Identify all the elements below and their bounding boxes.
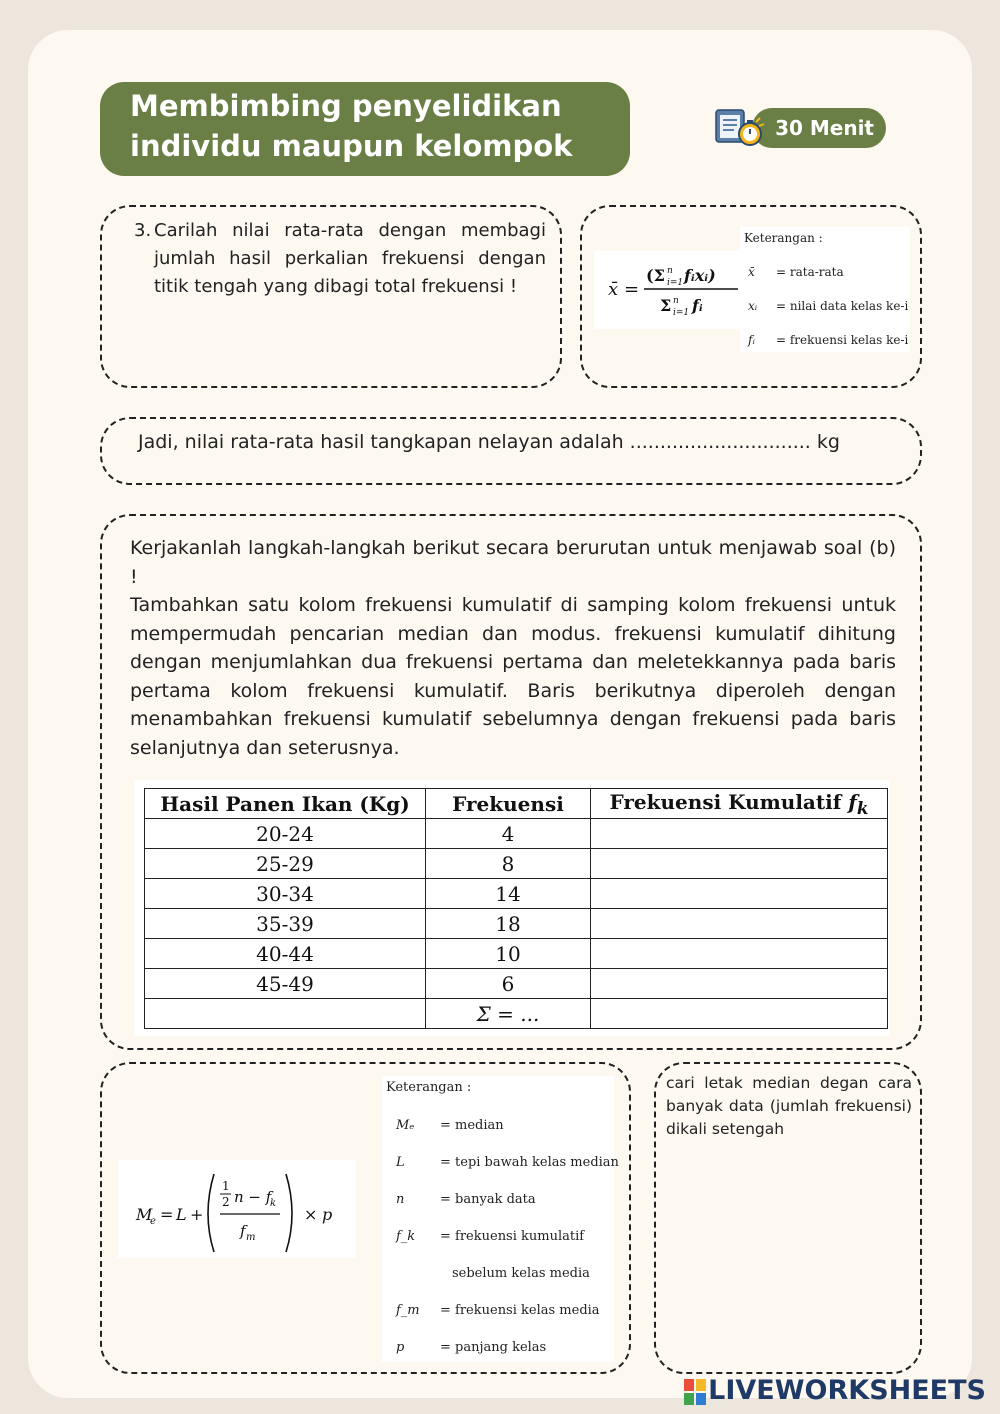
legend-row: xᵢ = nilai data kelas ke-i	[748, 299, 909, 313]
svg-text:=: =	[624, 279, 640, 300]
conclusion-box	[100, 417, 922, 485]
table-row	[145, 969, 888, 999]
class-range: 20-24	[145, 819, 426, 849]
brand-text: LIVEWORKSHEETS	[708, 1375, 986, 1406]
svg-text:p: p	[322, 1205, 333, 1224]
legend-row: f_m = frekuensi kelas media	[396, 1303, 600, 1318]
svg-text:i=1: i=1	[667, 278, 684, 288]
cumulative-input[interactable]	[591, 939, 888, 969]
hint-box	[654, 1062, 922, 1374]
frequency: 6	[426, 969, 591, 999]
cumulative-input[interactable]	[591, 849, 888, 879]
instructions-box	[100, 514, 922, 1050]
svg-text:n − f: n − f	[234, 1188, 272, 1206]
title-line-2: individu maupun kelompok	[130, 129, 573, 163]
mean-formula-box	[580, 205, 922, 388]
svg-text:=: =	[160, 1205, 174, 1224]
title-line-1: Membimbing penyelidikan	[130, 89, 562, 123]
svg-text:n: n	[667, 266, 673, 276]
table-row	[145, 819, 888, 849]
svg-text:2: 2	[222, 1195, 230, 1209]
question-3-body: Carilah nilai rata-rata dengan membagi jumlah hasil perkalian frekuensi dengan titik tengah yang dibagi total frekuensi !	[154, 220, 546, 297]
svg-text:e: e	[150, 1216, 156, 1227]
cumulative-input[interactable]	[591, 969, 888, 999]
mean-formula-graphic	[594, 251, 742, 329]
legend-row: p = panjang kelas	[396, 1340, 547, 1355]
legend-row: Mₑ = median	[396, 1118, 504, 1133]
empty-cell	[145, 999, 426, 1029]
svg-text:x̄: x̄	[608, 279, 619, 300]
svg-text:L: L	[176, 1205, 187, 1224]
column-header: Hasil Panen Ikan (Kg)	[145, 789, 426, 819]
legend-row: n = banyak data	[396, 1192, 536, 1207]
class-range: 35-39	[145, 909, 426, 939]
cumulative-input[interactable]	[591, 819, 888, 849]
legend-row: x̄ = rata-rata	[748, 265, 844, 279]
liveworksheets-icon	[684, 1379, 706, 1405]
svg-text:n: n	[673, 296, 679, 306]
timer-badge	[712, 106, 886, 150]
legend-title: Keterangan :	[744, 231, 823, 245]
hint-text: cari letak median degan cara banyak data (jumlah frekuensi) dikali setengah	[666, 1074, 912, 1138]
median-formula-graphic	[118, 1160, 356, 1258]
svg-text:m: m	[246, 1232, 256, 1243]
question-3-text	[134, 217, 546, 301]
svg-text:f: f	[240, 1222, 246, 1240]
cumulative-input[interactable]	[591, 909, 888, 939]
svg-text:k: k	[270, 1198, 277, 1209]
instruction-line-1: Kerjakanlah langkah-langkah berikut secara berurutan untuk menjawab soal (b) !	[130, 537, 896, 588]
empty-cell	[591, 999, 888, 1029]
svg-text:1: 1	[222, 1179, 230, 1193]
cumulative-input[interactable]	[591, 879, 888, 909]
frequency: 8	[426, 849, 591, 879]
frequency: 18	[426, 909, 591, 939]
svg-text:×: ×	[304, 1205, 318, 1224]
table-sum-row	[145, 999, 888, 1029]
svg-text:+: +	[190, 1205, 204, 1224]
frequency: 14	[426, 879, 591, 909]
svg-text:(Σ: (Σ	[646, 266, 665, 285]
svg-text:i=1: i=1	[673, 308, 690, 318]
legend-title: Keterangan :	[386, 1080, 472, 1095]
question-number: 3.	[134, 220, 152, 241]
legend-row: f_k = frekuensi kumulatif	[396, 1229, 585, 1244]
question-3-box	[100, 205, 562, 388]
liveworksheets-logo	[684, 1374, 986, 1408]
median-formula	[118, 1160, 356, 1258]
frequency-table	[144, 788, 888, 1029]
svg-text:fᵢxᵢ): fᵢxᵢ)	[684, 266, 716, 285]
legend-row: L = tepi bawah kelas median	[396, 1155, 619, 1170]
section-title	[100, 82, 630, 176]
median-formula-box	[100, 1062, 631, 1374]
svg-text:M: M	[136, 1205, 153, 1224]
table-row	[145, 939, 888, 969]
mean-legend	[740, 227, 910, 352]
class-range: 40-44	[145, 939, 426, 969]
table-row	[145, 909, 888, 939]
legend-row: fᵢ = frekuensi kelas ke-i	[748, 333, 909, 347]
mean-formula	[594, 251, 742, 329]
sum-cell[interactable]: Σ = ...	[426, 999, 591, 1029]
clipboard-stopwatch-icon	[712, 106, 768, 150]
table-row	[145, 879, 888, 909]
svg-text:Σ: Σ	[660, 296, 672, 315]
conclusion-text[interactable]: Jadi, nilai rata-rata hasil tangkapan nelayan adalah .............................. kg	[138, 431, 840, 453]
column-header: Frekuensi	[426, 789, 591, 819]
table-row	[145, 849, 888, 879]
timer-label: 30 Menit	[752, 108, 886, 148]
frequency: 10	[426, 939, 591, 969]
frequency: 4	[426, 819, 591, 849]
median-legend	[382, 1076, 619, 1362]
svg-text:fᵢ: fᵢ	[692, 296, 703, 315]
class-range: 25-29	[145, 849, 426, 879]
frequency-table-wrapper	[134, 780, 890, 1036]
instruction-line-2: Tambahkan satu kolom frekuensi kumulatif di samping kolom frekuensi untuk mempermudah pencarian median dan modus. frekuensi kumulatif dihitung dengan menjumlahkan dua frekuensi pertama dan meletekkannya pada baris pertama kolom frekuensi kumulatif. Baris berikutnya diperoleh dengan menambahkan frekuensi kumulatif sebelumnya dengan frekuensi pada baris selanjutnya dan seterusnya.	[130, 594, 896, 759]
class-range: 30-34	[145, 879, 426, 909]
legend-row: sebelum kelas media	[452, 1266, 590, 1281]
column-header: Frekuensi Kumulatif $f_k$	[591, 789, 888, 819]
class-range: 45-49	[145, 969, 426, 999]
instructions-text	[130, 534, 896, 762]
